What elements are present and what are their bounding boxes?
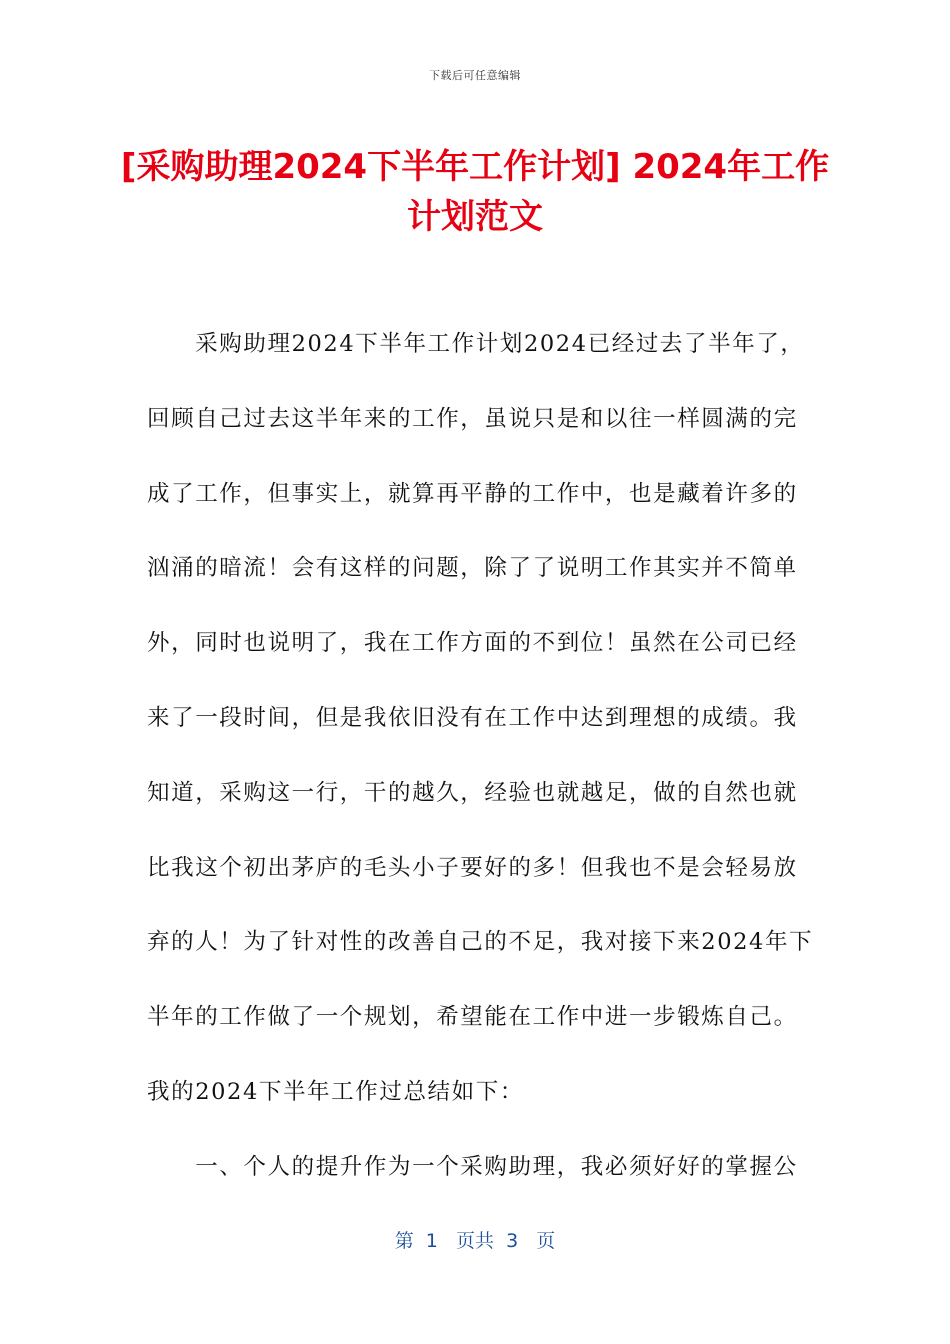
- page-footer: 第 1 页共 3 页: [394, 1230, 556, 1252]
- body-line: 回顾自己过去这半年来的工作，虽说只是和以往一样圆满的完: [147, 405, 798, 432]
- body-line: 来了一段时间，但是我依旧没有在工作中达到理想的成绩。我: [147, 704, 798, 731]
- document-title: [采购助理2024下半年工作计划] 2024年工作计划范文: [120, 147, 830, 237]
- body-line: 外，同时也说明了，我在工作方面的不到位！虽然在公司已经: [147, 630, 798, 657]
- body-line: 一、个人的提升作为一个采购助理，我必须好好的掌握公: [147, 1153, 798, 1180]
- body-line: 弃的人！为了针对性的改善自己的不足，我对接下来2024年下: [147, 929, 814, 956]
- body-line: 采购助理2024下半年工作计划2024已经过去了半年了，: [147, 331, 805, 357]
- body-line: 半年的工作做了一个规划，希望能在工作中进一步锻炼自己。: [147, 1004, 798, 1031]
- body-text: [147, 328, 814, 1226]
- header-note: 下载后可任意编辑: [429, 69, 521, 82]
- body-line: 我的2024下半年工作过总结如下：: [147, 1078, 524, 1105]
- body-line: 知道，采购这一行，干的越久，经验也就越足，做的自然也就: [147, 779, 798, 806]
- body-line: 汹涌的暗流！会有这样的问题，除了了说明工作其实并不简单: [147, 555, 798, 582]
- body-line: 比我这个初出茅庐的毛头小子要好的多！但我也不是会轻易放: [147, 854, 798, 881]
- body-line: 成了工作，但事实上，就算再平静的工作中，也是藏着许多的: [147, 480, 798, 507]
